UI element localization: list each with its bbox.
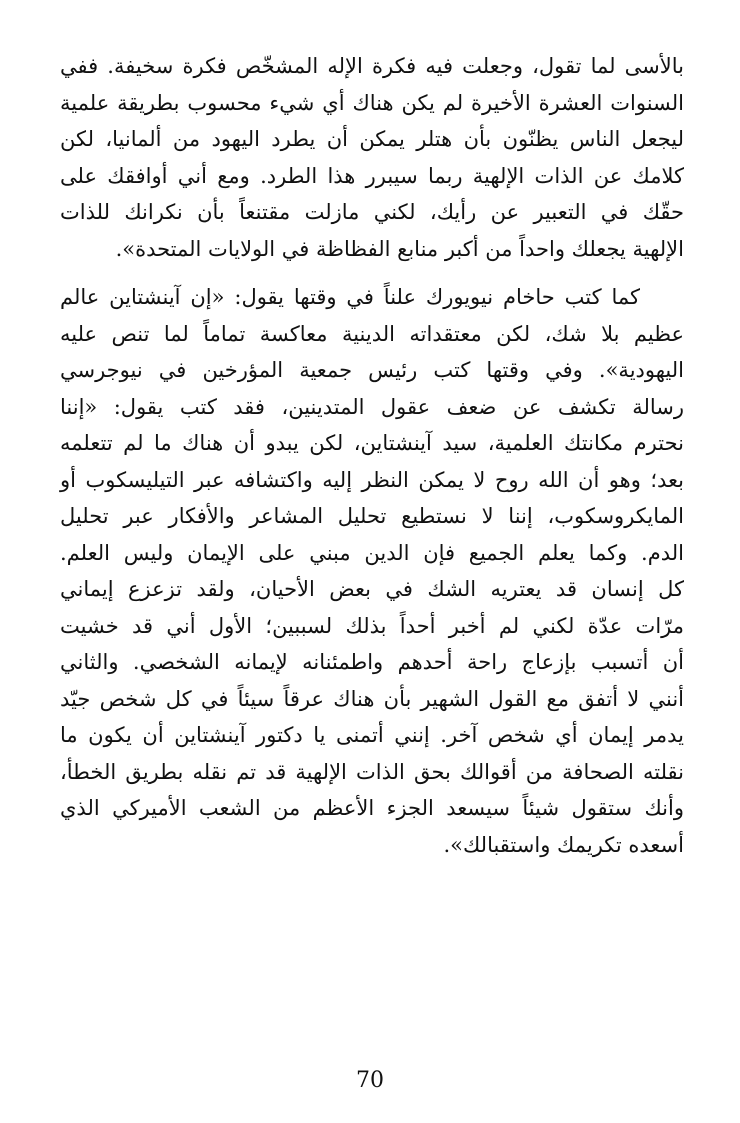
page-number: 70 <box>356 1068 384 1093</box>
text-line: السنوات العشرة الأخيرة لم يكن هناك أي شيء محسوب بطريقة علمية <box>60 90 684 115</box>
text-line: أنني لا أتفق مع القول الشهير بأن هناك عرقاً سيئاً في كل شخص جيّد <box>60 686 684 711</box>
text-line: المايكروسكوب، إننا لا نستطيع تحليل المشاعر والأفكار عبر تحليل <box>60 504 684 528</box>
paragraph-2 <box>60 279 684 863</box>
text-line: كما كتب حاخام نيويورك علناً في وقتها يقول: «إن آينشتاين عالم <box>60 285 640 309</box>
text-line: حقّك في التعبير عن رأيك، لكني مازلت مقتنعاً بأن نكرانك للذات <box>60 200 684 224</box>
text-line: رسالة تكشف عن ضعف عقول المتدينين، فقد كتب يقول: «إننا <box>60 394 684 419</box>
text-line: الإلهية يجعلك واحداً من أكبر منابع الفظاظة في الولايات المتحدة». <box>115 236 684 261</box>
text-line: ليجعل الناس يظنّون بأن هتلر يمكن أن يطرد اليهود من ألمانيا، لكن <box>60 127 684 151</box>
text-line: اليهودية». وفي وقتها كتب رئيس جمعية المؤرخين في نيوجرسي <box>60 358 684 382</box>
text-line: أن أتسبب بإزعاج راحة أحدهم واطمئنانه لإيمانه الشخصي. والثاني <box>60 650 684 674</box>
text-line: بعد؛ وهو أن الله روح لا يمكن النظر إليه واكتشافه عبر التيليسكوب أو <box>60 467 684 492</box>
text-line: مرّات عدّة لكني لم أخبر أحداً بذلك لسببين؛ الأول أني قد خشيت <box>60 613 684 638</box>
text-line: وأنك ستقول شيئاً سيسعد الجزء الأعظم من الشعب الأميركي الذي <box>60 796 684 820</box>
text-line: كل إنسان قد يعتريه الشك في بعض الأحيان، ولقد تزعزع إيماني <box>60 577 684 601</box>
page-text-body <box>60 48 684 1058</box>
text-line: نحترم مكانتك العلمية، سيد آينشتاين، لكن يبدو أن هناك ما لم تتعلمه <box>60 431 684 455</box>
text-line: بالأسى لما تقول، وجعلت فيه فكرة الإله المشخّص فكرة سخيفة. ففي <box>60 54 684 78</box>
text-line: الدم. وكما يعلم الجميع فإن الدين مبني على الإيمان وليس العلم. <box>60 540 684 565</box>
text-line: أسعده تكريمك واستقبالك». <box>443 832 684 857</box>
text-line: كلامك عن الذات الإلهية ربما سيبرر هذا الطرد. ومع أني أوافقك على <box>60 163 684 188</box>
text-line: يدمر إيمان أي شخص آخر. إنني أتمنى يا دكتور آينشتاين أن يكون ما <box>60 723 684 747</box>
text-line: نقلته الصحافة من أقوالك بحق الذات الإلهية قد تم نقله بطريق الخطأ، <box>60 759 684 784</box>
text-line: عظيم بلا شك، لكن معتقداته الدينية معاكسة تماماً لما تنص عليه <box>60 321 684 346</box>
paragraph-1 <box>60 48 684 267</box>
